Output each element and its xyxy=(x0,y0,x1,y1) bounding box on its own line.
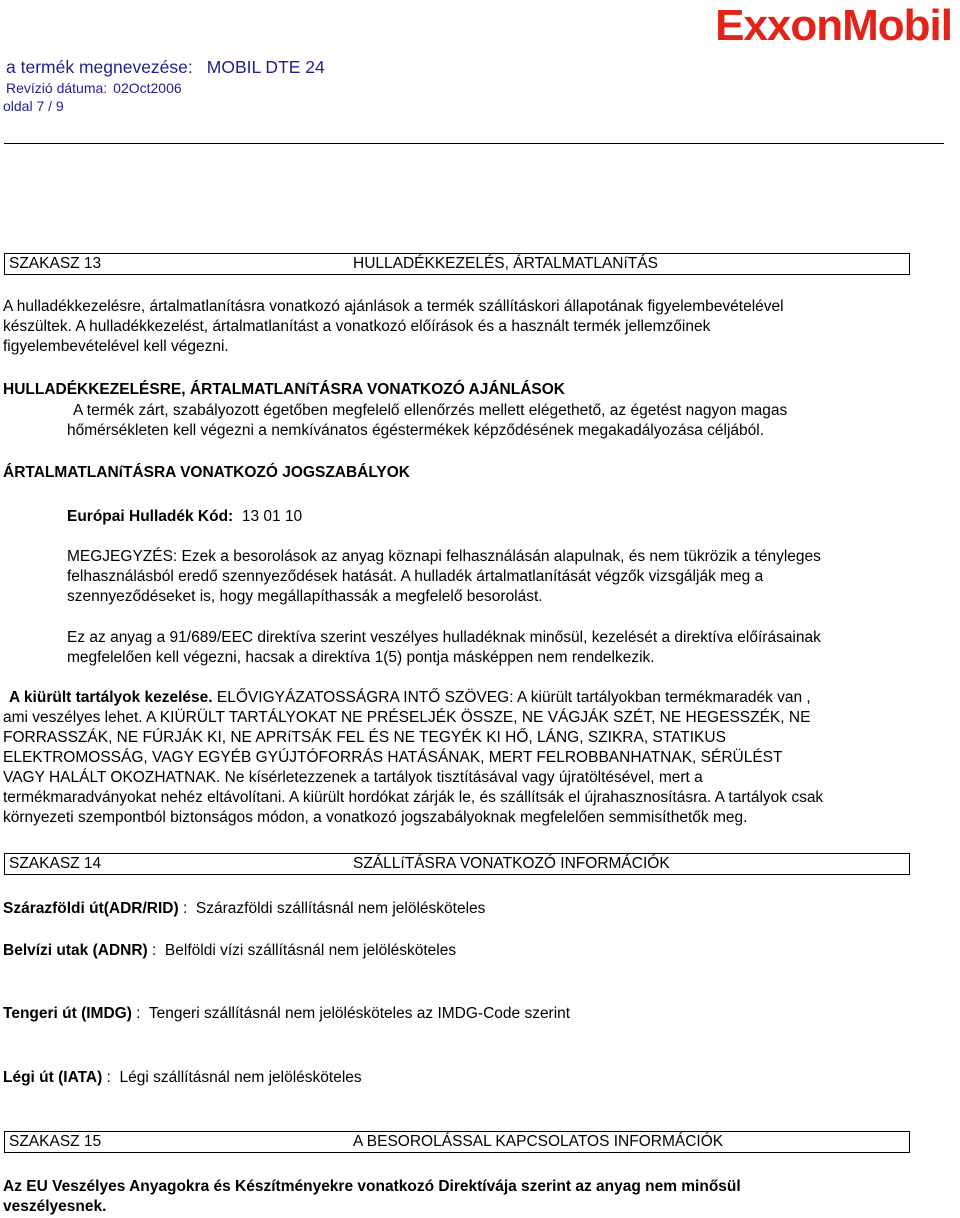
transport-value: Szárazföldi szállításnál nem jelölésköteles xyxy=(195,900,486,917)
transport-label: Légi út (IATA) xyxy=(3,1069,103,1086)
transport-value: Tengeri szállításnál nem jelölésköteles az IMDG-Code szerint xyxy=(148,1005,571,1022)
text-line: ELEKTROMOSSÁG, VAGY EGYÉB GYÚJTÓFORRÁS HATÁSÁNAK, MERT FELROBBANHATNAK, SÉRÜLÉST xyxy=(3,749,783,766)
section-13-number: SZAKASZ 13 xyxy=(9,255,102,272)
revision-label: Revízió dátuma: xyxy=(6,80,108,96)
section-14-number: SZAKASZ 14 xyxy=(9,855,102,872)
product-name-line xyxy=(6,56,325,78)
classification-text xyxy=(3,1177,741,1217)
text-line: termékmaradványokat nehéz eltávolítani. A kiürült hordókat zárják le, és szállítsák el újrahasznosításra. A tartályok csak xyxy=(3,789,824,806)
transport-separator: : xyxy=(102,1069,120,1086)
text-line: készültek. A hulladékkezelést, ártalmatlanítást a vonatkozó előírások és a használt termék jellemzőinek xyxy=(3,318,711,335)
note-paragraph xyxy=(67,547,821,607)
text-line: veszélyesnek. xyxy=(3,1198,107,1215)
ewc-code: 13 01 10 xyxy=(241,508,303,525)
section-15-number: SZAKASZ 15 xyxy=(9,1133,102,1150)
transport-value: Belföldi vízi szállításnál nem jelölésköteles xyxy=(164,942,457,959)
revision-date: 02Oct2006 xyxy=(113,80,182,96)
text-line: ami veszélyes lehet. A KIÜRÜLT TARTÁLYOKAT NE PRÉSELJÉK ÖSSZE, NE VÁGJÁK SZÉT, NE HEGESSZÉK, NE xyxy=(3,709,811,726)
header-divider xyxy=(4,143,944,144)
section-14-header xyxy=(4,853,910,875)
page-number: oldal 7 / 9 xyxy=(3,98,64,114)
text-line: ELŐVIGYÁZATOSSÁGRA INTŐ SZÖVEG: A kiürült tartályokban termékmaradék van , xyxy=(216,689,811,706)
section-13-header xyxy=(4,253,910,275)
product-label: a termék megnevezése: xyxy=(6,57,193,77)
empty-containers-label: A kiürült tartályok kezelése. xyxy=(9,689,213,706)
ewc-label: Európai Hulladék Kód: xyxy=(67,508,234,525)
text-line: felhasználásból eredő szennyeződések hatását. A hulladék ártalmatlanítását végzők vizsgálják meg a xyxy=(67,568,764,585)
transport-land xyxy=(3,899,485,919)
text-line: A hulladékkezelésre, ártalmatlanításra vonatkozó ajánlások a termék szállításkori állapotának figyelembevételével xyxy=(3,298,784,315)
transport-air xyxy=(3,1068,362,1088)
text-line: Az EU Veszélyes Anyagokra és Készítményekre vonatkozó Direktívája szerint az anyag nem minősül xyxy=(3,1178,741,1195)
transport-sea xyxy=(3,1004,570,1024)
text-line: környezeti szempontból biztonságos módon, a vonatkozó jogszabályoknak megfelelően semmisíthetők meg. xyxy=(3,809,748,826)
section-15-header xyxy=(4,1131,910,1153)
text-line: figyelembevételével kell végezni. xyxy=(3,338,229,355)
text-line: FORRASSZÁK, NE FÚRJÁK KI, NE APRíTSÁK FEL ÉS NE TEGYÉK KI HŐ, LÁNG, SZIKRA, STATIKUS xyxy=(3,729,726,746)
directive-paragraph xyxy=(67,628,821,668)
transport-label: Tengeri út (IMDG) xyxy=(3,1005,132,1022)
ewc-code-line xyxy=(67,507,302,527)
text-line: VAGY HALÁLT OKOZHATNAK. Ne kísérletezzenek a tartályok tisztításával vagy újratöltésével, mert a xyxy=(3,769,703,786)
transport-separator: : xyxy=(178,900,196,917)
text-line: hőmérsékleten kell végezni a nemkívánatos égéstermékek képződésének megakadályozása céljából. xyxy=(67,422,765,439)
empty-containers-paragraph xyxy=(3,688,823,828)
transport-label: Belvízi utak (ADNR) xyxy=(3,942,148,959)
text-line: Ez az anyag a 91/689/EEC direktíva szerint veszélyes hulladéknak minősül, kezelését a direktíva előírásainak xyxy=(67,629,821,646)
recommendations-heading: HULLADÉKKEZELÉSRE, ÁRTALMATLANíTÁSRA VONATKOZÓ AJÁNLÁSOK xyxy=(3,381,565,398)
section-13-intro xyxy=(3,297,784,357)
transport-value: Légi szállításnál nem jelölésköteles xyxy=(119,1069,362,1086)
transport-label: Szárazföldi út(ADR/RID) xyxy=(3,900,179,917)
text-line: A termék zárt, szabályozott égetőben megfelelő ellenőrzés mellett elégethető, az égetést nagyon magas xyxy=(73,402,788,419)
section-13-title: HULLADÉKKEZELÉS, ÁRTALMATLANíTÁS xyxy=(353,255,658,272)
text-line: szennyeződéseket is, hogy megállapíthassák a megfelelő besorolást. xyxy=(67,588,543,605)
transport-separator: : xyxy=(147,942,165,959)
revision-line xyxy=(6,79,182,97)
exxonmobil-logo: ExxonMobil xyxy=(715,1,952,50)
section-15-title: A BESOROLÁSSAL KAPCSOLATOS INFORMÁCIÓK xyxy=(353,1133,724,1150)
recommendations-text xyxy=(67,401,787,441)
transport-separator: : xyxy=(131,1005,149,1022)
section-14-title: SZÁLLíTÁSRA VONATKOZÓ INFORMÁCIÓK xyxy=(353,855,670,872)
product-name: MOBIL DTE 24 xyxy=(206,57,325,77)
regulations-heading: ÁRTALMATLANíTÁSRA VONATKOZÓ JOGSZABÁLYOK xyxy=(3,464,411,481)
text-line: MEGJEGYZÉS: Ezek a besorolások az anyag köznapi felhasználásán alapulnak, és nem tükrözik a tényleges xyxy=(67,548,821,565)
text-line: megfelelően kell végezni, hacsak a direktíva 1(5) pontja másképpen nem rendelkezik. xyxy=(67,649,655,666)
transport-inland-water xyxy=(3,941,456,961)
